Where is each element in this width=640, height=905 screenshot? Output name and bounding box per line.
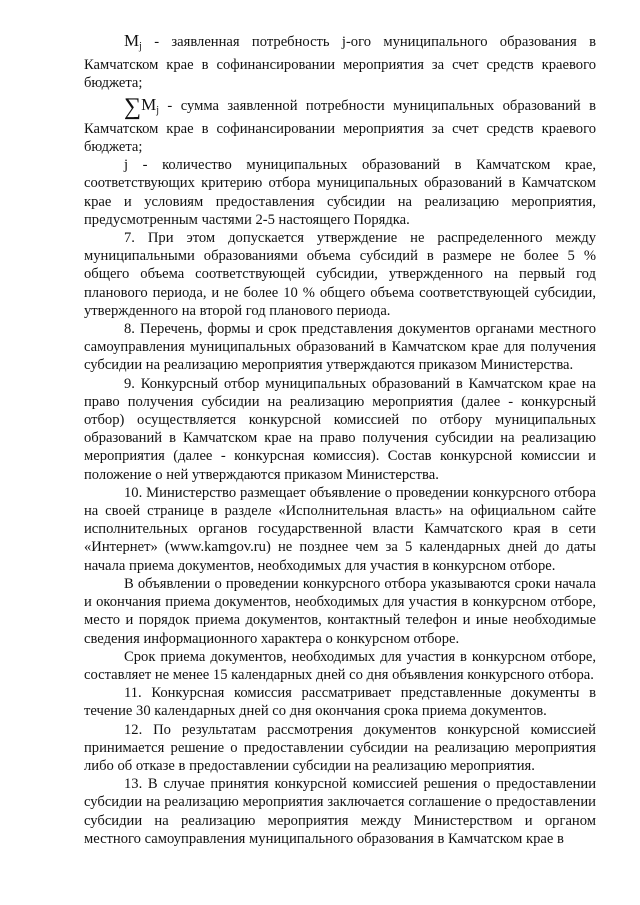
paragraph-10-announcement: В объявлении о проведении конкурсного отбора указываются сроки начала и окончания приема документов, необходимых для участия в конкурсном отборе, место и порядок приема документов, контактный телефон и иные необходимые сведения информационного характера о конкурсном отборе. — [84, 575, 596, 647]
paragraph-10-deadline: Срок приема документов, необходимых для участия в конкурсном отборе, составляет не менее 15 календарных дней со дня объявления конкурсного отбора. — [84, 648, 596, 683]
mj-symbol: M — [124, 31, 140, 50]
sum-m-symbol: M — [141, 94, 157, 114]
definition-sum-mj — [84, 93, 596, 157]
mj-description: - заявленная потребность j-ого муниципального образования в Камчатском крае в софинансировании мероприятия за счет средств краевого бюджета; — [84, 34, 596, 92]
sum-symbol: ∑ — [124, 93, 142, 120]
paragraph-7: 7. При этом допускается утверждение не распределенного между муниципальными образованиями объема субсидий в размере не более 5 % общего объема соответствующей субсидии, утвержденного на первый год планового периода, и не более 10 % общего объема соответствующей субсидии, утвержденного на второй год планового периода. — [84, 230, 596, 319]
paragraph-8: 8. Перечень, формы и срок представления документов органами местного самоуправления муниципальных образований в Камчатском крае для получения субсидии на реализацию мероприятия утверждаются приказом Министерства. — [84, 321, 596, 374]
definition-j: j - количество муниципальных образований в Камчатском крае, соответствующих критерию отбора муниципальных образований в Камчатском крае и условиям предоставления субсидии на реализацию мероприятия, предусмотренным частями 2-5 настоящего Порядка. — [84, 157, 596, 228]
paragraph-11: 11. Конкурсная комиссия рассматривает представленные документы в течение 30 календарных дней со дня окончания срока приема документов. — [84, 685, 596, 720]
definition-mj — [84, 32, 596, 93]
paragraph-9: 9. Конкурсный отбор муниципальных образований в Камчатском крае на право получения субсидии на реализацию мероприятия (далее - конкурсный отбор) осуществляется конкурсной комиссией по отбору муниципальных образований в Камчатском крае на право получения субсидии на реализацию мероприятия (далее - конкурсная комиссия). Состав конкурсной комиссии и положение о ней утверждаются приказом Министерства. — [84, 375, 596, 483]
sum-description: - сумма заявленной потребности муниципальных образований в Камчатском крае в софинансировании мероприятия за счет средств краевого бюджета; — [84, 97, 596, 156]
sum-subscript: j — [156, 104, 160, 116]
paragraph-10: 10. Министерство размещает объявление о проведении конкурсного отбора на своей странице в разделе «Исполнительная власть» на официальном сайте исполнительных органов государственной власти Камчатского края в сети «Интернет» (www.kamgov.ru) не позднее чем за 5 календарных дней до даты начала приема документов, необходимых для участия в конкурсном отборе. — [84, 484, 596, 574]
paragraph-12: 12. По результатам рассмотрения документов конкурсной комиссией принимается решение о предоставлении субсидии на реализацию мероприятия либо об отказе в предоставлении субсидии на реализацию мероприятия. — [84, 721, 596, 774]
mj-subscript: j — [139, 41, 142, 52]
document-page — [84, 32, 596, 848]
paragraph-13: 13. В случае принятия конкурсной комиссией решения о предоставлении субсидии на реализацию мероприятия заключается соглашение о предоставлении субсидии на реализацию мероприятия между Министерством и органом местного самоуправления муниципального образования в Камчатском крае в — [84, 776, 596, 847]
